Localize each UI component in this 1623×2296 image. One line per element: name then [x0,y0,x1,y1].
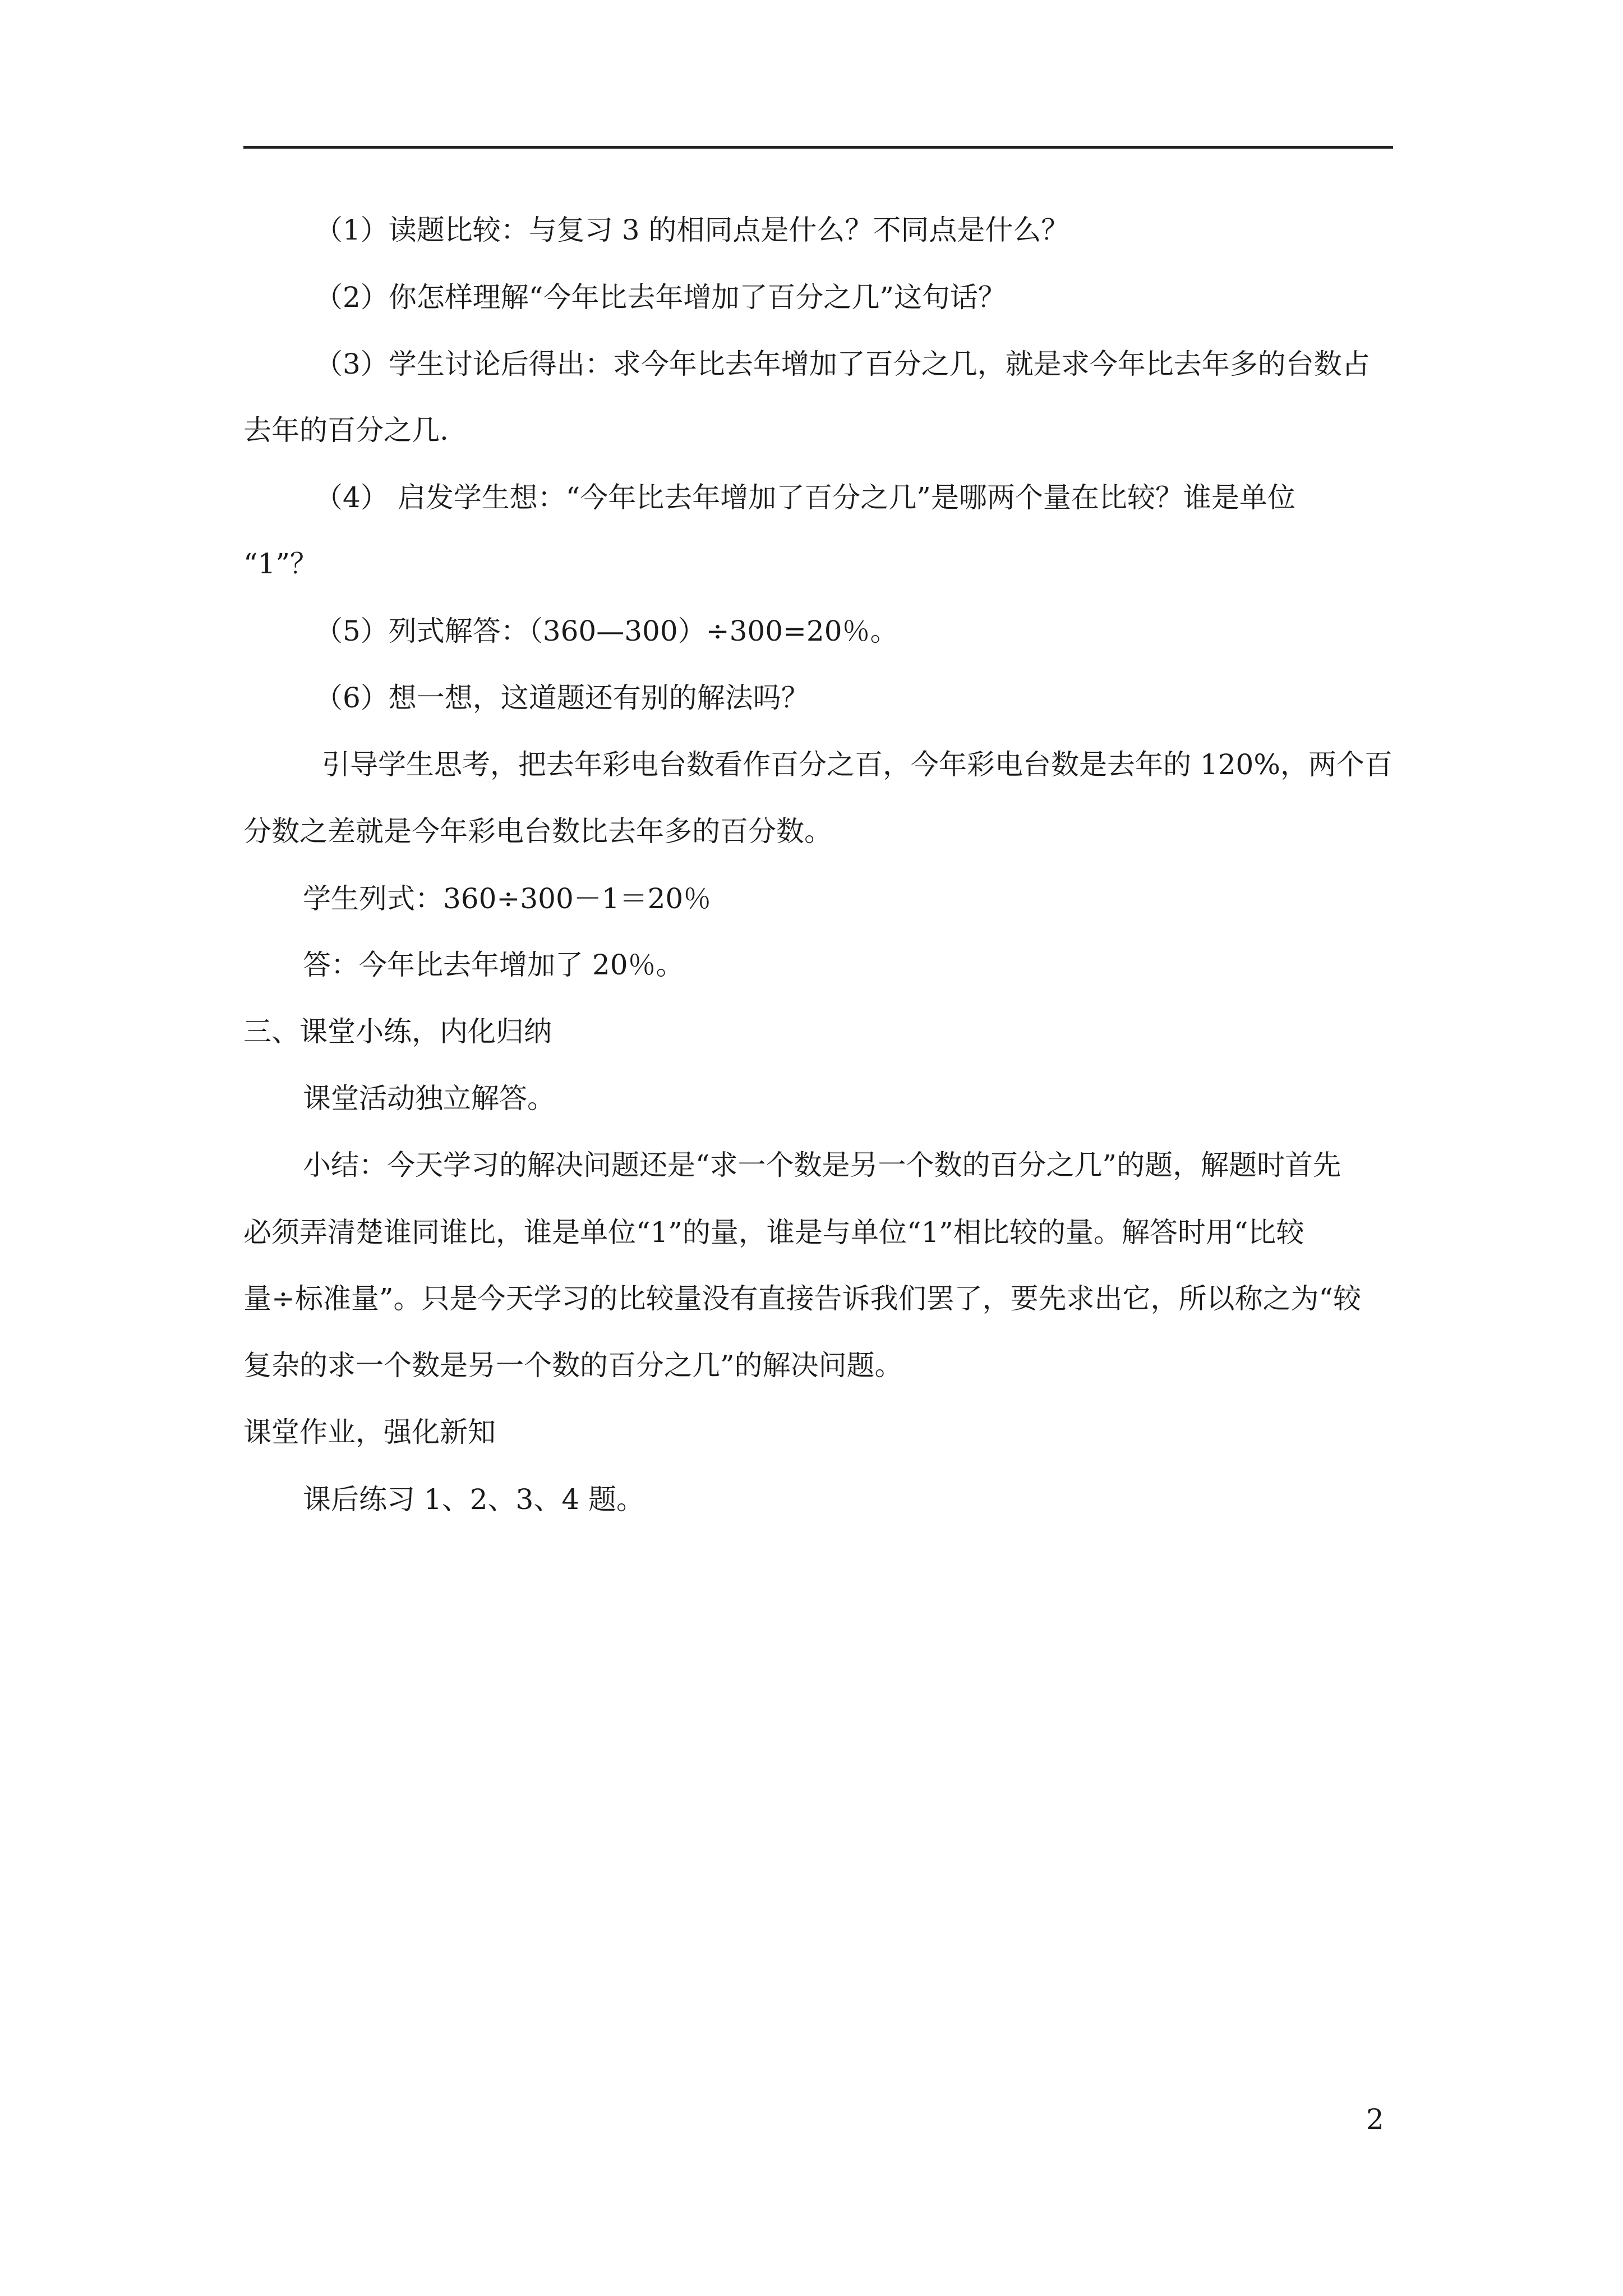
paragraph-6-line-1: （6）想一想，这道题还有别的解法吗？ [315,682,809,714]
paragraph-11-line-2: 必须弄清楚谁同谁比，谁是单位“1”的量，谁是与单位“1”相比较的量。解答时用“比较 [243,1216,1304,1249]
page-number: 2 [1366,2103,1384,2136]
paragraph-7-line-1: 引导学生思考，把去年彩电台数看作百分之百，今年彩电台数是去年的 120%，两个百 [322,748,1393,781]
header-rule [243,146,1393,149]
paragraph-11-line-1: 小结：今天学习的解决问题还是“求一个数是另一个数的百分之几”的题，解题时首先 [303,1149,1341,1181]
paragraph-10-line-1: 课堂活动独立解答。 [303,1082,555,1115]
paragraph-9-line-1: 答：今年比去年增加了 20％。 [303,949,684,981]
paragraph-11-line-4: 复杂的求一个数是另一个数的百分之几”的解决问题。 [243,1349,903,1382]
paragraph-12-line-1: 课后练习 1、2、3、4 题。 [303,1483,645,1516]
paragraph-1-line-1: （1）读题比较：与复习 3 的相同点是什么？不同点是什么？ [315,214,1069,246]
paragraph-4-line-2: “1”？ [243,547,318,580]
paragraph-8-line-1: 学生列式：360÷300－1＝20％ [303,882,712,915]
paragraph-7-line-2: 分数之差就是今年彩电台数比去年多的百分数。 [243,815,832,848]
paragraph-3-line-1: （3）学生讨论后得出：求今年比去年增加了百分之几，就是求今年比去年多的台数占 [315,348,1370,380]
paragraph-5-line-1: （5）列式解答：（360—300）÷300=20％。 [315,615,898,647]
section-heading-4: 课堂作业，强化新知 [243,1416,496,1448]
paragraph-4-line-1: （4） 启发学生想：“今年比去年增加了百分之几”是哪两个量在比较？谁是单位 [315,481,1295,514]
paragraph-3-line-2: 去年的百分之几. [243,414,449,447]
section-heading-3: 三、课堂小练，内化归纳 [243,1015,552,1048]
paragraph-2-line-1: （2）你怎样理解“今年比去年增加了百分之几”这句话？ [315,281,1006,314]
paragraph-11-line-3: 量÷标准量”。只是今天学习的比较量没有直接告诉我们罢了，要先求出它，所以称之为“较 [243,1282,1362,1315]
